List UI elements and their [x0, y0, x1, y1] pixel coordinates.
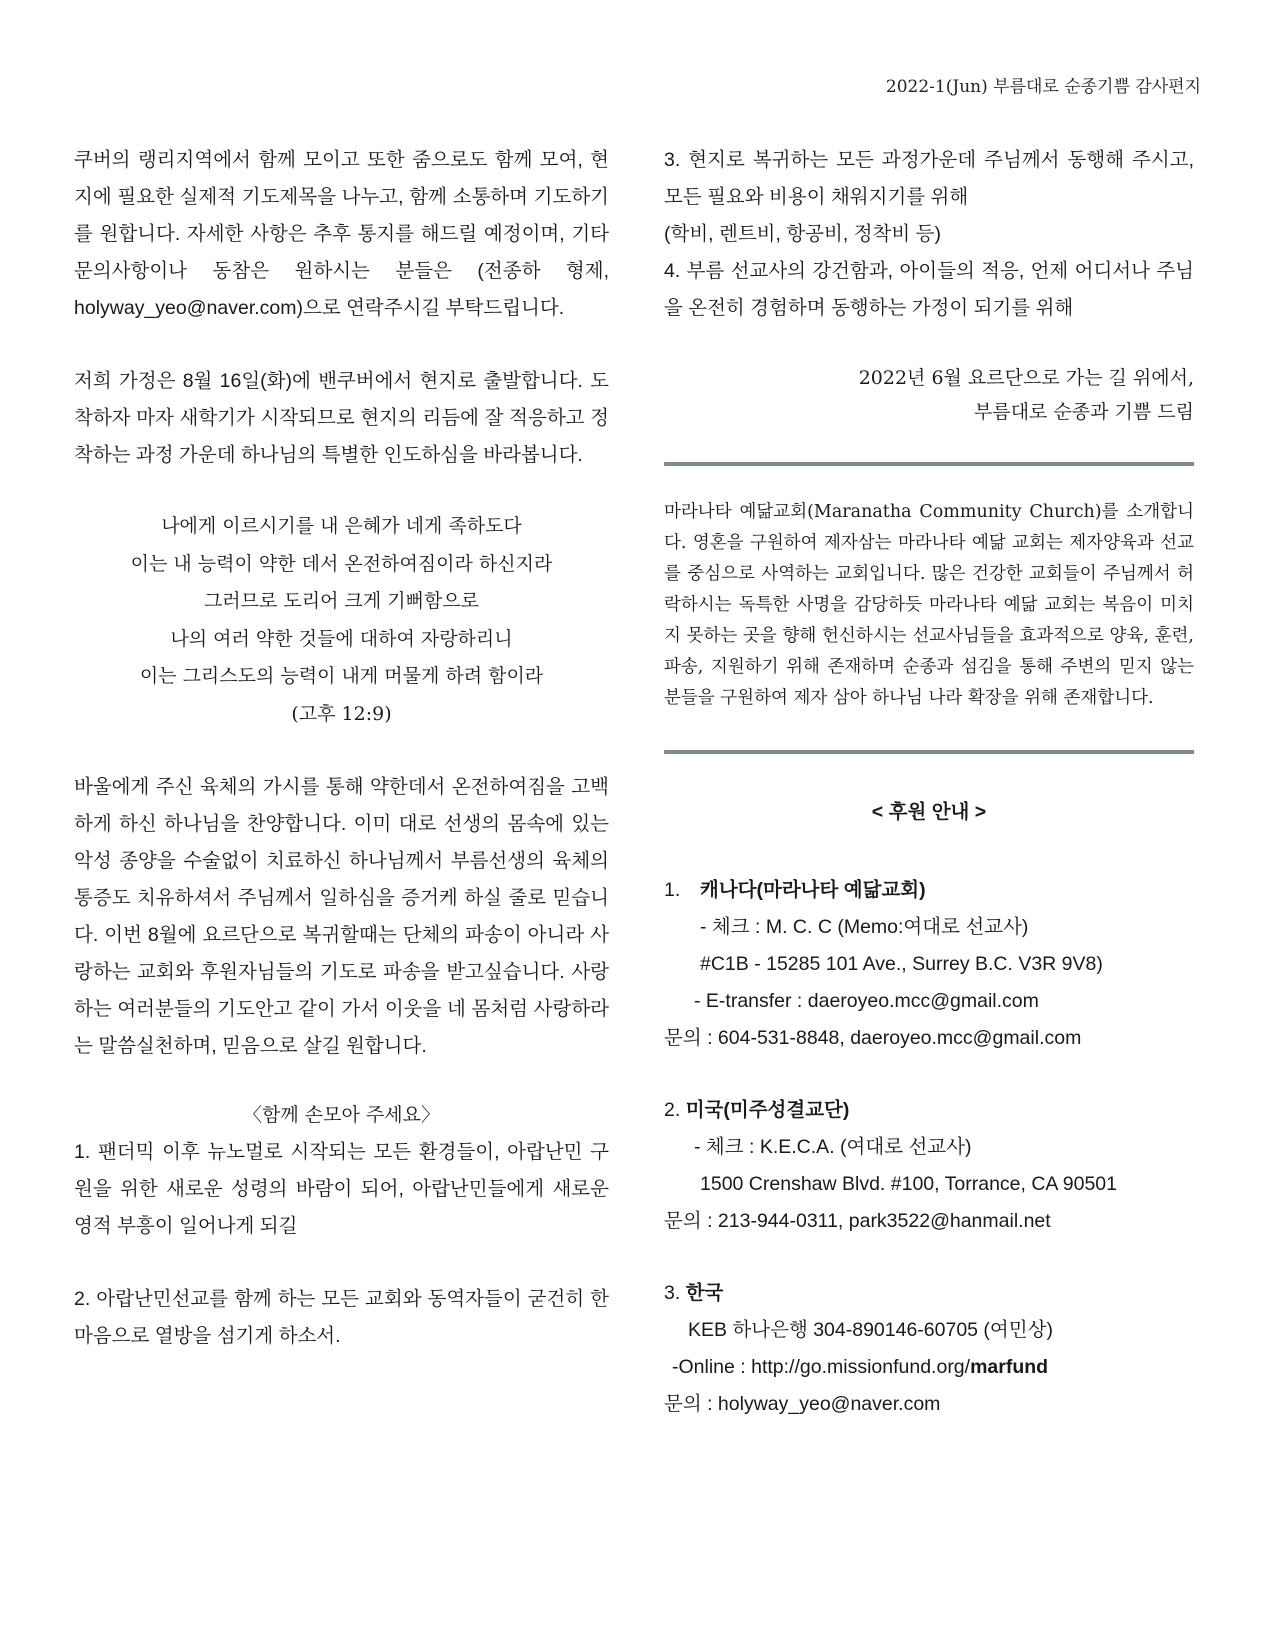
verse-reference: (고후 12:9) — [291, 702, 392, 725]
prayer-title: 〈함께 손모아 주세요〉 — [243, 1104, 440, 1126]
prayer-item-2: 2. 아랍난민선교를 함께 하는 모든 교회와 동역자들이 굳건히 한마음으로 열방을 섬기게 하소서. — [74, 1288, 609, 1347]
scripture-verse — [74, 508, 609, 733]
online-url-path: marfund — [970, 1356, 1049, 1378]
support-korea-online — [664, 1349, 1194, 1386]
support-canada-name: 캐나다(마라나타 예닮교회) — [700, 879, 926, 901]
support-usa-address: 1500 Crenshaw Blvd. #100, Torrance, CA 90501 — [700, 1173, 1117, 1195]
verse-line: 이는 그리스도의 능력이 내게 머물게 하려 함이라 — [139, 665, 544, 687]
support-canada-address: #C1B - 15285 101 Ave., Surrey B.C. V3R 9V8) — [700, 953, 1103, 975]
support-korea-name: 한국 — [685, 1282, 724, 1304]
online-url-prefix: -Online : http://go.missionfund.org/ — [672, 1356, 971, 1378]
support-canada-heading — [664, 872, 1194, 909]
support-usa-name: 미국(미주성결교단) — [685, 1099, 850, 1121]
healing-paragraph: 바울에게 주신 육체의 가시를 통해 약한데서 온전하여짐을 고백하게 하신 하나님을 찬양합니다. 이미 대로 선생의 몸속에 있는 악성 종양을 수술없이 치료하신 하나님께서 부름선생의 육체의 통증도 치유하셔서 주님께서 일하심을 증거케 하실 줄로 믿습니다. 이번 8월에 요르단으로 복귀할때는 단체의 파송이 아니라 사랑하는 교회와 후원자님들의 기도로 파송을 받고싶습니다. 사랑하는 여러분들의 기도안고 같이 가서 이웃을 네 몸처럼 사랑하라는 말씀실천하며, 믿음으로 살길 원합니다. — [74, 776, 609, 1057]
verse-line: 이는 내 능력이 약한 데서 온전하여짐이라 하신지라 — [130, 552, 553, 575]
verse-line: 그러므로 도리어 크게 기뻐함으로 — [203, 590, 480, 612]
support-number: 1. — [664, 879, 681, 901]
support-canada-check: - 체크 : M. C. C (Memo:여대로 선교사) — [700, 916, 1029, 938]
support-korea — [664, 1275, 1194, 1423]
church-introduction: 마라나타 예닮교회(Maranatha Community Church)를 소개합니다. 영혼을 구원하여 제자삼는 마라나타 예닮 교회는 제자양육과 선교를 중심으로 사역하는 교회입니다. 많은 건강한 교회들이 주님께서 허락하시는 독특한 사명을 감당하듯 마라나타 예닮 교회는 복음이 미치지 못하는 곳을 향해 헌신하시는 선교사님들을 효과적으로 양육, 훈련, 파송, 지원하기 위해 존재하며 순종과 섬김을 통해 주변의 믿지 않는 분들을 구원하여 제자 삼아 하나님 나라 확장을 위해 존재합니다. — [664, 502, 1194, 708]
support-canada-etransfer: - E-transfer : daeroyeo.mcc@gmail.com — [694, 990, 1039, 1012]
support-korea-heading — [664, 1275, 1194, 1312]
verse-line: 나의 여러 약한 것들에 대하여 자랑하리니 — [170, 627, 513, 650]
prayer-item-3: 3. 현지로 복귀하는 모든 과정가운데 주님께서 동행해 주시고, 모든 필요와 비용이 채워지기를 위해 — [664, 149, 1194, 208]
signature-name-line: 부름대로 순종과 기쁨 드림 — [973, 401, 1194, 423]
support-usa-contact: 문의 : 213-944-0311, park3522@hanmail.net — [664, 1210, 1051, 1232]
verse-line: 나에게 이르시기를 내 은혜가 네게 족하도다 — [161, 515, 522, 537]
support-usa-heading — [664, 1092, 1194, 1129]
page-header: 2022-1(Jun) 부름대로 순종기쁨 감사편지 — [885, 77, 1201, 97]
right-column — [664, 142, 1194, 1423]
prayer-item-4: 4. 부름 선교사의 강건함과, 아이들의 적응, 언제 어디서나 주님을 온전히 경험하며 동행하는 가정이 되기를 위해 — [664, 260, 1194, 319]
departure-paragraph: 저희 가정은 8월 16일(화)에 밴쿠버에서 현지로 출발합니다. 도착하자 마자 새학기가 시작되므로 현지의 리듬에 잘 적응하고 정착하는 과정 가운데 하나님의 특별한 인도하심을 바라봅니다. — [74, 370, 609, 466]
support-korea-bank: KEB 하나은행 304-890146-60705 (여민상) — [688, 1319, 1053, 1341]
signature-date-line: 2022년 6월 요르단으로 가는 길 위에서, — [858, 367, 1194, 389]
support-number: 2. — [664, 1099, 681, 1121]
prayer-item-1: 1. 팬더믹 이후 뉴노멀로 시작되는 모든 환경들이, 아랍난민 구원을 위한 새로운 성령의 바람이 되어, 아랍난민들에게 새로운 영적 부흥이 일어나게 되길 — [74, 1141, 609, 1237]
support-usa — [664, 1092, 1194, 1240]
left-column — [74, 142, 609, 1355]
support-canada-contact: 문의 : 604-531-8848, daeroyeo.mcc@gmail.com — [664, 1027, 1082, 1049]
support-number: 3. — [664, 1282, 681, 1304]
prayer-item-3-note: (학비, 렌트비, 항공비, 정착비 등) — [664, 223, 941, 245]
gathering-paragraph: 쿠버의 랭리지역에서 함께 모이고 또한 줌으로도 함께 모여, 현지에 필요한 실제적 기도제목을 나누고, 함께 소통하며 기도하기를 원합니다. 자세한 사항은 추후 통지를 해드릴 예정이며, 기타 문의사항이나 동참은 원하시는 분들은 (전종하 형제, holyway_yeo@naver.com)으로 연락주시길 부탁드립니다. — [74, 149, 609, 319]
support-canada — [664, 872, 1194, 1057]
support-korea-contact: 문의 : holyway_yeo@naver.com — [664, 1393, 941, 1415]
support-guide-title: < 후원 안내 > — [871, 801, 987, 823]
support-usa-check: - 체크 : K.E.C.A. (여대로 선교사) — [694, 1136, 972, 1158]
